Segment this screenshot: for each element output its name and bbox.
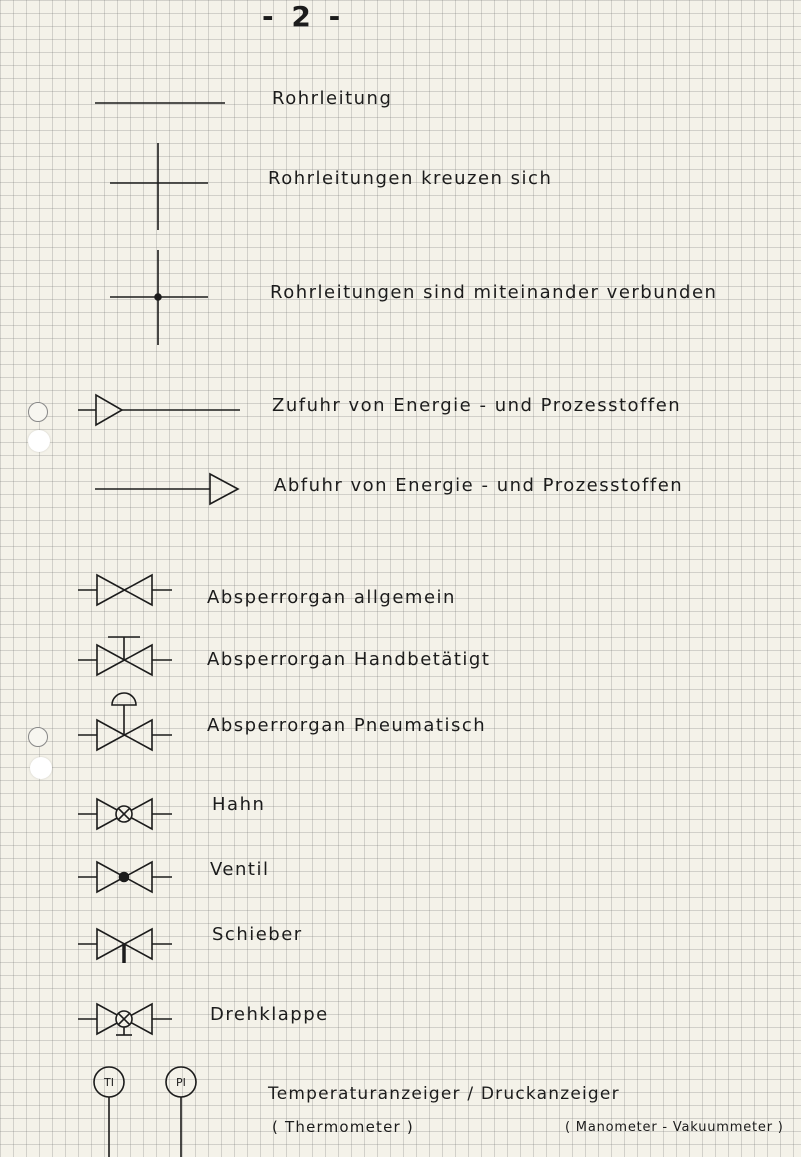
pipes-connected-symbol — [110, 250, 208, 345]
legend-label-pipe: Rohrleitung — [272, 88, 393, 109]
discharge-arrow-symbol — [95, 474, 238, 504]
page-number: - 2 - — [262, 0, 345, 33]
pressure-indicator-symbol — [166, 1067, 196, 1157]
legend-label-connected: Rohrleitungen sind miteinander verbunden — [270, 282, 718, 303]
legend-label-gate-valve: Schieber — [212, 924, 303, 945]
temperature-indicator-symbol — [94, 1067, 124, 1157]
cock-valve-symbol — [78, 799, 172, 829]
gate-valve-symbol — [78, 929, 172, 963]
pipes-crossing-symbol — [110, 143, 208, 230]
valve-pneumatic-symbol — [78, 693, 172, 750]
valve-general-symbol — [78, 575, 172, 605]
legend-label-crossing: Rohrleitungen kreuzen sich — [268, 168, 553, 189]
valve-manual-symbol — [78, 637, 172, 675]
globe-valve-symbol — [78, 862, 172, 892]
thermometer-sublabel: ( Thermometer ) — [272, 1118, 414, 1136]
legend-label-discharge: Abfuhr von Energie - und Prozesstoffen — [274, 475, 684, 496]
legend-label-butterfly: Drehklappe — [210, 1004, 329, 1025]
butterfly-valve-symbol — [78, 1004, 172, 1035]
instruments-label: Temperaturanzeiger / Druckanzeiger — [268, 1084, 620, 1104]
legend-label-globe-valve: Ventil — [210, 859, 270, 880]
pressure-tag: PI — [176, 1076, 186, 1089]
legend-label-valve-general: Absperrorgan allgemein — [207, 587, 456, 608]
manometer-sublabel: ( Manometer - Vakuummeter ) — [565, 1120, 784, 1135]
legend-label-valve-pneumatic: Absperrorgan Pneumatisch — [207, 715, 487, 736]
legend-label-supply: Zufuhr von Energie - und Prozesstoffen — [272, 395, 682, 416]
legend-label-valve-manual: Absperrorgan Handbetätigt — [207, 649, 491, 670]
legend-label-cock: Hahn — [212, 794, 266, 815]
temperature-tag: TI — [104, 1076, 114, 1089]
supply-arrow-symbol — [78, 395, 240, 425]
